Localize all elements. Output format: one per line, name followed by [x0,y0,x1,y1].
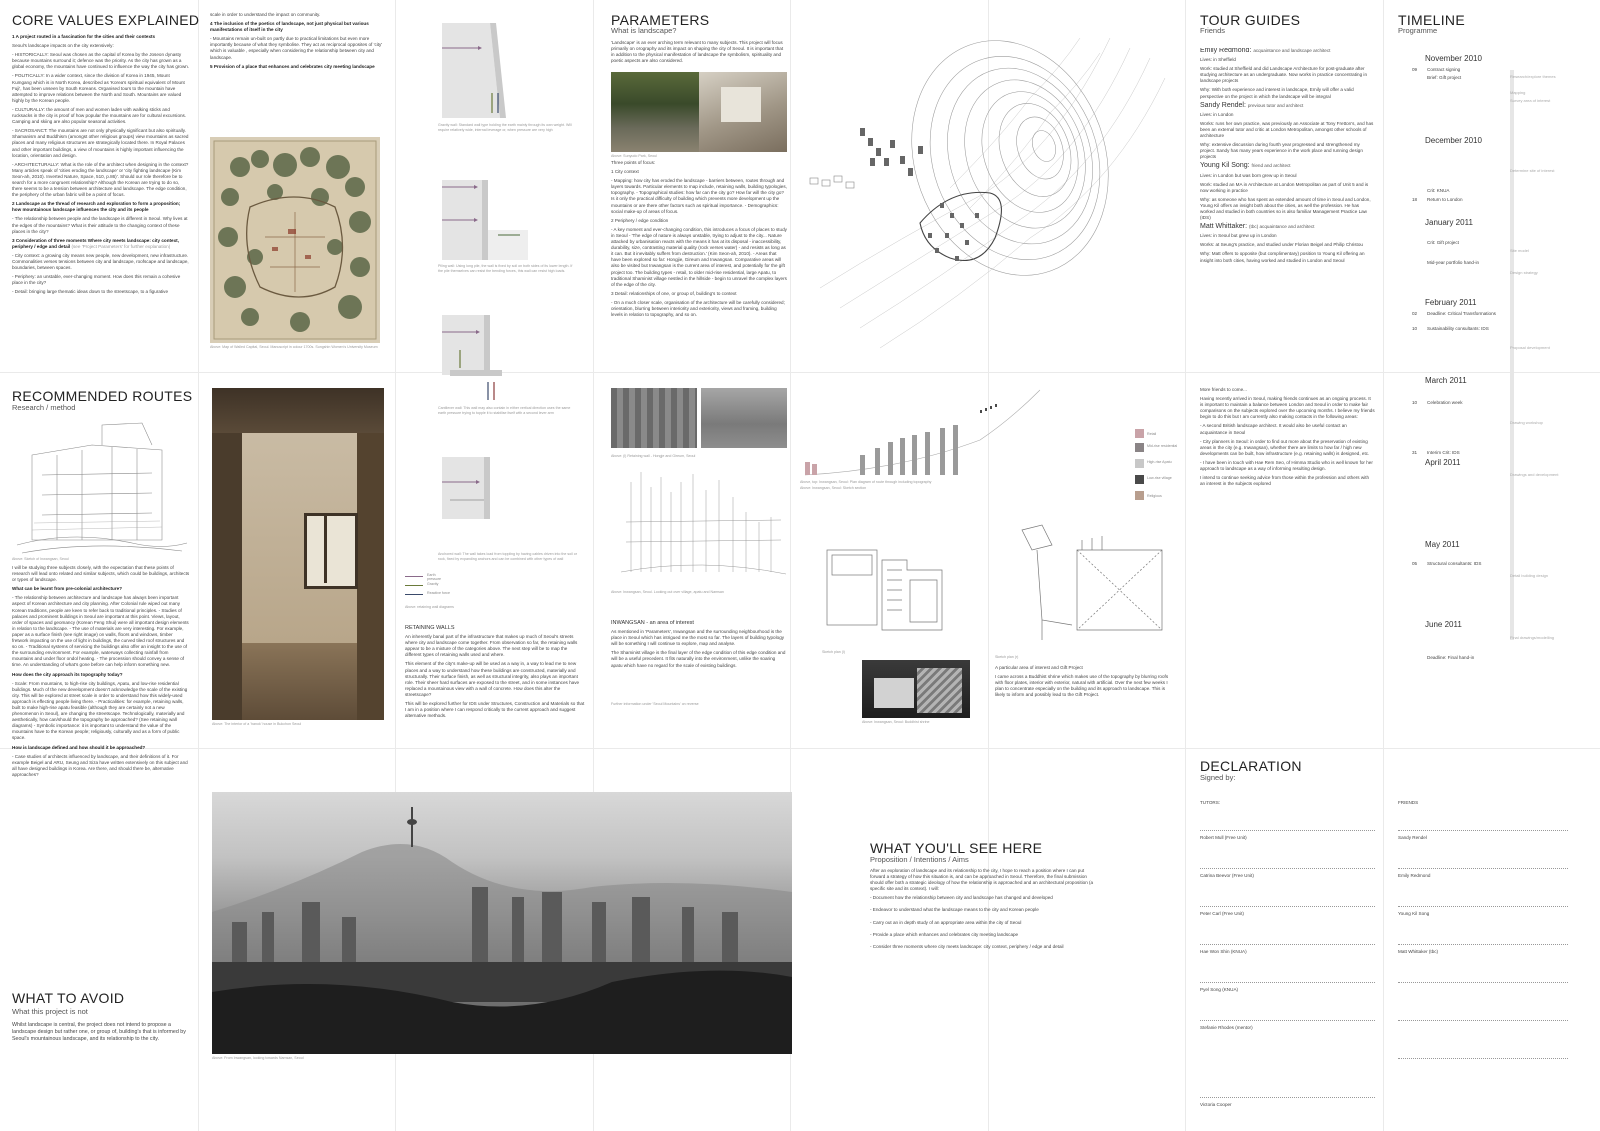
event-crit-gift: Crit: Gift project [1427,240,1459,245]
core-values-paragraph: - City context: a growing city means new people, new development, new infrastructure. Commonalities verses tensions between city and landscape, roofscape and landscape, boundaries, between spaces. [12,252,189,271]
signature-line[interactable] [1200,1097,1375,1098]
event-date: 09 [1412,67,1418,72]
inwangsan-paragraph: The Shaminist village is the final layer of the edge condition of this edge condition and will be a useful precedent. It fits naturally into the environment, unlike the soaring apatu which have no regard for the scale of existing buildings. [611,650,786,668]
routes-paragraph: - The relationship between architecture and landscape has always been important aspect of Korean architecture and city planning. After Colonial rule wiped out many Korean traditions, people are keen to refer back to traditional principles. - Studies of palaces and prominent buildings in Seoul are important at this point. Views, layout, order of spaces and geomancy (Korean Feng Shui) were all important design elements in relation to the landscape. - The use of materials are very interesting. For example, paper as a surface finish (see right image) on walls, floors and windows, timber fretwork impacting on the use of light in buildings, the curved tiled roof structures and so on. - Traditional systems of servicing the buildings also offer an insight to the use of the surrounding environment. For example, waterways collecting rainfall from mountains and under floor ondol heating. - The procession should convey a sense of time. An understanding of what's gone before can help inform something new. [12,595,189,668]
more-friends-paragraph: - A second British landscape architect. It would also be useful contact an acquaintance in Seoul [1200,423,1347,435]
signature-line[interactable] [1398,906,1568,907]
focus-1-heading: 1 City context [611,169,639,175]
event-brief-gift: Brief: Gift project [1427,75,1462,80]
fold-line [1383,0,1384,1131]
core-values-paragraph: - POLITICALLY: In a wider context, since the division of Korea in 1945, Mount Kumgang which is in North Korea, described as 'Korea's spiritual equivalent of Mount Fuji', has been unseen by South Koreans. Organised tours to the mountain have attempted to improve relations between the North and South. Mountains are valued highly by the Korean people. [12,73,185,103]
hanok-interior-caption: Above: The interior of a 'hanok' house in Bukchon Seoul [212,722,302,726]
event-critical-transformations: Deadline: Critical Transformations [1427,311,1496,316]
tutor-name: Pyel Song (KNUA) [1200,987,1239,992]
routes-sketch-drawing [12,415,190,555]
guide-4-why: Why: Matt offers to opposite (but complimentary) position to Young Kil offering an insight into both cities, having worked and studied in London and Seoul [1200,251,1365,263]
cantilever-wall-caption: Cantilever wall: This wall may also contain in either vertical direction uses the same earth pressure trying to topple it to stabilise itself with a second lever arm [438,406,571,415]
guide-1-name: Emily Redmond: [1200,48,1252,54]
signature-line[interactable] [1200,830,1375,831]
see-here-title: WHAT YOU'LL SEE HERE [870,840,1043,856]
month-mar-2011: March 2011 [1425,376,1467,385]
guide-4-lives: Lives: in Seoul but grew up in London [1200,233,1277,239]
event-sustainability: Sustainability consultants: IDS [1427,326,1489,331]
core-values-paragraph: Seoul's landscape impacts on the city extensively: [12,43,114,49]
retaining-walls-text [405,625,585,740]
legend-swatch [1135,429,1144,438]
focus-2-text: - A key moment and ever-changing condition, this introduces a focus of places to study in Seoul - 'The edge of nature is always unstable, trying to adjust to the city... Nature attacked by urbanisation reacts with the means it has at its disposal - inaccessibility, durability, size, contrasting material quality (rock verses water) - and resists as long as it can. But it inevitably suffers from destruction.' (Kim Seon-ah, 2010). - Areas that have been explored so far: Hongjie, Gireum and Inwangsan. Comparative areas will also be visited but Inwangsan is the current area of interest, and potentially for the gift project too. The building types - retail, to older mid-rise residential, large Apatu, to traditional Shaminist village nestled in the hillside - begin to unravel the complex layers of the edge of the city. [611,226,787,287]
note-detail-design: Detail building design [1510,573,1549,578]
seoul-panorama-photo [212,792,792,1054]
month-apr-2011: April 2011 [1425,458,1461,467]
more-friends-paragraph: I intend to continue seeking advice from those within the profession and others with an interest in the subjects explored [1200,475,1370,487]
guide-1-work: Work: studied at Sheffield and did Landscape Architecture for post-graduate after studying architecture as an undergraduate. Now works in practice concentrating in landscape projects [1200,66,1367,84]
core-values-paragraph: scale in order to understand the impact on community. [210,12,321,17]
retaining-paragraph: This will be explored further for IDS under Structures, Construction and Materials so that I am in a position where I can respond critically to the current approach and suggest alternative methods. [405,701,585,719]
tutors-heading: TUTORS: [1200,800,1221,805]
more-friends-text [1200,387,1375,527]
tutor-name: Robert Mull (Free Unit) [1200,835,1247,840]
friend-name: Matt Whittaker (tbc) [1398,949,1439,954]
see-here-item: - Document how the relationship between city and landscape has changed and developed [870,895,1053,901]
see-here-subtitle: Proposition / Intentions / Aims [870,855,969,864]
legend-label: Mid-rise residential [1147,444,1178,448]
note-design-strategy: Design strategy [1510,270,1538,275]
event-date: 05 [1412,561,1418,566]
signature-line[interactable] [1398,830,1568,831]
guide-2-role: previous tutor and architect [1247,102,1304,108]
routes-title: RECOMMENDED ROUTES [12,388,193,404]
event-structural: Structural consultants: IDS [1427,561,1482,566]
core-values-heading-1: 1 A project routed in a fascination for the cities and their contexts [12,34,156,39]
note-final-drawings: Final drawings/modelling [1510,635,1555,640]
routes-heading-3: How is landscape defined and how should it be approached? [12,744,146,750]
note-proposal: Proposal development [1510,345,1550,350]
signature-line[interactable] [1398,1020,1568,1021]
parameters-title: PARAMETERS [611,12,710,28]
legend-gravity: Gravity [427,582,439,586]
core-values-paragraph: - ARCHITECTURALLY: What is the role of the architect when designing in the context? Many articles speak of 'cities eroding the landscape' or 'city fighting landscape (Kim Seon-ah, 2010). Inverted Nature, Space, 510, p.86)'. Should our role therefore be to search for a more congruent relationship? Although the Korean are trying to do so, there seems to be a tension between architecture and landscape. The edge condition, the periphery of the urban fabric will be a point of focus. [12,161,189,198]
note-drawings-dev: Drawings and development [1510,472,1559,477]
event-crit-knua: Crit: KNUA [1427,188,1450,193]
legend-reactive-force: Reactive force [427,591,450,595]
see-here-text [870,868,1100,968]
core-values-paragraph: - The relationship between people and the landscape is different in Seoul. Why lives at the edges of the mountains? What is their attitude to the changing context of these places in the city? [12,216,188,234]
guide-3-lives: Lives: in London but was born grew up in Seoul [1200,172,1297,178]
piling-wall-diagram [430,175,540,265]
shrine-plan-left [822,530,962,640]
signature-line[interactable] [1200,868,1375,869]
hanok-interior-photo [212,388,384,720]
signature-line[interactable] [1200,944,1375,945]
legend-swatch [1135,459,1144,468]
month-feb-2011: February 2011 [1425,298,1477,307]
note-drawing-workshop: Drawing workshop [1510,420,1543,425]
gift-project-text [995,665,1173,715]
guide-2-work: Works: runs her own practice, was previously an Associate at Tony Fretton's, and has been an external tutor and critic at London Metropolitan, amongst other schools of architecture [1200,120,1374,139]
month-nov-2010: November 2010 [1425,54,1482,63]
core-values-text [12,34,190,364]
core-values-text-col2 [210,12,388,122]
friend-name: Young Kil Song [1398,911,1430,916]
event-contract-signing: Contract signing [1427,67,1461,72]
anchored-wall-caption: Anchored wall: The wall takes load from toppling by having cables driven into the soil or rock, fixed by expanding anchors and can be combined with other types of wall [438,552,577,561]
more-friends-paragraph: - City planners in Seoul: in order to find out more about the preservation of existing areas in the city (e.g. Inwangsan), whether there are limits to how far / high new developments can be built, how infrastructure (e.g. retaining walls) is designed, etc. [1200,438,1370,456]
signature-line[interactable] [1398,982,1568,983]
parameters-photo-caption: Above: Sunyudo Park, Seoul [611,154,657,158]
avoid-title: WHAT TO AVOID [12,990,125,1006]
routes-sketch-caption: Above: Sketch of Inwangsan, Seoul [12,557,69,561]
topography-map-drawing [800,8,1180,368]
friends-heading: FRIENDS [1398,800,1419,805]
gift-project-paragraph: I came across a Buddhist shrine which makes use of the topography by blurring roofs with floor plates, interior with exterior, natural with artificial. Over the next few weeks I plan to concentrate especially on the building and its approach to landscape. This is likely to inform and possibly lead to the Gift Project. [995,674,1169,698]
buddhist-shrine-photo [862,660,970,718]
event-date: 31 [1412,450,1418,455]
note-survey: Survey area of interest [1510,98,1551,103]
friend-name: Sandy Rendel [1398,835,1427,840]
shrine-plan-right [1012,520,1177,645]
more-friends-paragraph: Having recently arrived in Seoul, making friends continues as an ongoing process. It is important to maintain a balance between London and Seoul in order to make fair comparisons on the subjects explored over the upcoming months. I believe my friends begin to do this but I am currently also making contacts in the following areas: [1200,396,1375,420]
tour-guides-list [1200,48,1375,368]
guide-1-role: acquaintance and landscape architect [1253,48,1331,53]
event-portfolio: Mid-year portfolio hand-in [1427,260,1480,265]
fold-line [1185,0,1186,1131]
signature-line[interactable] [1398,944,1568,945]
fold-line [198,0,199,1131]
retaining-paragraph: An inherently banal part of the infrastructure that makes up much of Seoul's streets where city and landscape come together. From observation so far, the retaining walls appear to be a mixture of the categories above. The next step will be to map the different types of retaining walls used and where. [405,634,578,658]
guide-3-name: Young Kil Song: [1200,162,1250,170]
guide-1-why: Why: With both experience and interest in landscape, Emily will offer a valid perspective on the project in which the landscape will be integral [1200,87,1354,99]
tutor-name: Victoria Cooper [1200,1102,1232,1107]
see-here-item: - Carry out an in depth study of an appropriate area within the city of Seoul [870,919,1022,925]
legend-label: High-rise Apatu [1147,460,1172,464]
timeline-subtitle: Programme [1398,26,1438,35]
guide-2-name: Sandy Rendel: [1200,101,1246,109]
focus-heading: Three points of focus: [611,160,656,165]
seoul-old-map-image [210,137,380,343]
guide-3-role: friend and architect [1251,163,1291,169]
core-values-paragraph: - Detail: bringing large thematic ideas down to the streetscape, to a figurative [12,289,169,295]
routes-heading-2: How does the city approach its topography today? [12,671,123,677]
guide-2-why: Why: extensive discussion during fourth year progressed and strengthened my project. Sandy has many years experience in the work place and running design projects [1200,142,1363,160]
focus-3-heading: 3 Detail: relationships of one, or group of, building's to context [611,290,737,296]
month-jun-2011: June 2011 [1425,620,1462,629]
legend-swatch [1135,491,1144,500]
focus-1-text: - Mapping: how city has eroded the landscape - barriers between, routes through and layers towards. Particular elements to map include, retaining walls, building typologies, topography. - Topographical studies: how far can the city go? How far will the city go? Is it only the practical difficulty of building which prevents more development up the mountains or are there other factors such as spiritual importance. - Demographics: social make-up of areas of focus. [611,178,787,214]
note-determine: Determine site of interest [1510,168,1555,173]
avoid-text: Whilst landscape is central, the project does not intend to propose a landscape design but rather one, or group of, building's that is informed by Seoul's mountainous landscape, and its relationship to the city. [12,1022,186,1042]
event-date: 10 [1412,400,1418,405]
core-values-paragraph: - SACROSANCT: The mountains are not only physically significant but also spiritually. Shamanism and Buddhism (amongst other religious groups) view mountains as sacred places and many religious structures are strategically located there. In Royal Palaces and other important buildings, a view of mountains is highly important influencing the location, orientation and design. [12,128,189,158]
piling-wall-caption: Piling wall: Using long pile, the wall is fixed by soil on both sides of its lower length. If the pile themselves can resist the bending forces, this wall can resist high loads. [438,264,573,273]
tour-guides-title: TOUR GUIDES [1200,12,1301,28]
core-values-paragraph: - Periphery: an unstable, ever-changing moment. How does this remain a cohesive place in the city? [12,274,181,286]
see-here-paragraph: After an exploration of landscape and its relationship to the city, I hope to reach a position where I can put forward a strategy of how this situation is, and can be approached in Seoul. Therefore, the final submission should offer both a strategic ideology of how the relationship is approached and an architectural proposition (a specific site and its context). I will: [870,868,1094,892]
guide-4-role: (tbc) acquaintance and architect [1249,224,1315,230]
inwangsan-title: INWANGSAN - an area of interest [611,620,694,626]
note-mapping: Mapping [1510,90,1526,95]
event-date: 10 [1412,326,1418,331]
more-friends-heading: More friends to come... [1200,387,1247,392]
retaining-photo-caption: Above: (l) Retaining wall - Hongje and Gireum, Seoul [611,454,696,458]
parameters-photo [611,72,787,152]
routes-heading-1: What can be learnt from pre-colonial architecture? [12,586,123,592]
note-research: Research/explore themes [1510,74,1556,79]
map-caption: Above: Map of Walled Capital, Seoul. Manuscript in colour 1700s. Sungshin Women's University Museum [210,345,378,349]
month-may-2011: May 2011 [1425,540,1460,549]
anchored-wall-diagram [430,452,540,552]
retaining-paragraph: This element of the city's make-up will be used as a way in, a way to lead me to new places and a way to understand how these buildings are constructed, materially and structurally. Their surface finish, as well as structural integrity, also plays an important role. Their sheer hard surfaces are exposed to the street, and in some instances have replaced a mountainous view with a wall of concrete. How does this alter the streetscape? [405,661,580,697]
shrine-plan-caption-2: Sketch plan (r) [995,655,1019,659]
see-here-item: - Consider three moments where city meets landscape: city context, periphery / edge and detail [870,943,1064,949]
see-here-item: - Provide a place which enhances and celebrates city meeting landscape [870,931,1019,937]
routes-paragraph: I will be studying three subjects closely, with the expectation that these points of research will lead onto related and similar subjects, which could be buildings, architects or types of landscape. [12,565,190,583]
retaining-walls-title: RETAINING WALLS [405,625,455,631]
fold-line [0,372,1600,373]
inwangsan-sketch-caption: Above: Inwangsan, Seoul. Looking out over village, apatu and Namsan [611,590,724,594]
section-caption-2: Above: Inwangsan, Seoul: Sketch section [800,486,867,490]
legend-swatch [1135,443,1144,452]
core-values-title: CORE VALUES EXPLAINED [12,12,200,28]
gift-project-heading: A particular area of interest and Gift Project [995,665,1083,670]
panorama-caption: Above: From Inwangsan, looking towards Namsan, Seoul [212,1056,304,1060]
month-dec-2010: December 2010 [1425,136,1482,145]
section-caption-1: Above, top: Inwangsan, Seoul: Plan diagram of route through including topography [800,480,932,484]
event-interim-crit: Interim Crit: IDS [1427,450,1460,455]
routes-subtitle: Research / method [12,403,76,412]
core-values-paragraph: - CULTURALLY: the amount of men and women laden with walking sticks and rucksacks in the city is proof of how popular the mountains are for cultural excursions. Camping and skiing are also popular seasonal activities. [12,106,187,125]
legend-earth-pressure: Earth pressure [427,573,441,581]
guide-1-lives: Lives: in Sheffield [1200,57,1236,63]
tutor-name: Stefanie Rhodes (mentor) [1200,1025,1253,1030]
guide-3-work: Work: studied an MA in Architecture at London Metropolitan as part of Unit 5 and is now working in practice [1200,181,1369,193]
note-site-model: Site model [1510,248,1529,253]
parameters-focus-text [611,160,787,365]
core-values-heading-2: 2 Landscape as the thread of research and exploration to form a proposition; how mountainous landscape influences the city and its people [12,201,181,213]
inwangsan-paragraph: As mentioned in 'Parameters', Inwangsan and the surrounding neighbourhood is the place in Seoul which has intrigued me the most so far. The layers of building typology will be something I will continue to explore, map and analyse. [611,629,785,647]
tutor-name: Catrina Beevor (Free Unit) [1200,873,1254,878]
timeline-bar [1510,70,1514,640]
month-jan-2011: January 2011 [1425,218,1473,227]
core-values-paragraph: - HISTORICALLY: Seoul was chosen as the capital of Korea by the Joseon dynasty because mountains surround it; defence was the priority. As the city has grown as a global economy, the mountains have continued to influence the way the city has grown. [12,52,190,70]
core-values-paragraph: - Mountains remain un-built on partly due to practical limitations but even more importantly because of what they symbolise. They act as reciprocal opposites of 'city' which is valuable , especially when considering the relationship between city and landscape. [210,36,383,60]
inwangsan-sketch-drawing [611,462,789,584]
gravity-wall-caption: Gravity wall: Standard wall type holding the earth mainly through its own weight. Will require relatively wide, internal leverage or, when pressure are very high [438,123,572,132]
signature-line[interactable] [1200,982,1375,983]
routes-paragraph: - Case studies of architects influenced by landscape, and their definitions of it. For example Beigel and ARU, Seung and Siza have written extensively on this subject and all have designed buildings in Korea. Are there, and should there be, alternative approaches? [12,753,188,777]
routes-paragraph: - Scale: From mountains, to high-rise city buildings, Apatu, and low-rise residential buildings. Much of the new development doesn't acknowledge the scale of the existing city. This will be explored at street scale in order to understand how this widely-used approach is effecting people living there. - Practicalities: for example, retaining walls, built to make high-rise apatu feasible (although they are certainly not a new phenomenon in Seoul), are changing the streetscape. Technologically, materially and aesthetically, how can/should the topography be approached? (See retaining wall diagrams) - Symbolic importance: it is important to understand the value of the mountains have to the Korean people; religiously, culturally and as a form of public space. [12,680,188,741]
core-values-note: (see 'Project Parameters' for further explanation) [71,243,171,249]
signature-line[interactable] [1200,1020,1375,1021]
legend-label: Low-rise village [1147,476,1172,480]
avoid-subtitle: What this project is not [12,1007,88,1016]
tutor-name: Hae Won Shin (KNUA) [1200,949,1247,954]
wall-legend-caption: Above: retaining wall diagrams [405,605,454,609]
event-return-london: Return to London [1427,197,1463,202]
event-date: 02 [1412,311,1418,316]
legend-swatch [1135,475,1144,484]
signature-line[interactable] [1200,906,1375,907]
see-here-item: - Endeavor to understand what the landscape means to the city and Korean people [870,907,1039,913]
guide-4-work: Works: at Seung's practice, and studied under Florian Beigel and Philip Christou [1200,242,1363,248]
event-final-hand-in: Deadline: Final hand-in [1427,655,1475,660]
core-values-heading-5: 5 Provision of a place that enhances and celebrates city meeting landscape [210,63,375,69]
focus-2-heading: 2 Periphery / edge condition [611,217,669,223]
guide-4-name: Matt Whittaker: [1200,223,1248,231]
timeline-title: TIMELINE [1398,12,1465,28]
gravity-wall-diagram [430,18,540,123]
shrine-plan-caption-1: Sketch plan (l) [822,650,845,654]
core-values-heading-3: 3 Consideration of three moments Where city meets landscape: city context, periphery / edge and detail [12,237,179,249]
inwangsan-note: Further information under 'Seoul Mountains' on reverse [611,702,699,706]
more-friends-paragraph: - I have been in touch with Hae Rem Seo, of Himma Studio who is well known for her approach to landscape as a way of informing resulting design. [1200,459,1373,472]
legend-label: Retail [1147,432,1157,436]
retaining-wall-photos [611,388,787,448]
guide-3-why: Why: as someone who has spent an extended amount of time in Seoul and London, Young Kil offers an insight both about the cities, as well the profession. He has worked and studied in both countries so is also familiar Management Practice Law (IDS) [1200,196,1371,221]
guide-2-lives: Lives: in London [1200,111,1234,117]
legend-label: Religious [1147,494,1162,498]
cantilever-wall-diagram [430,310,540,405]
shrine-photo-caption: Above: Inwangsan, Seoul: Buddhist shrine [862,720,930,724]
parameters-subtitle: What is landscape? [611,26,677,35]
tutor-name: Peter Carl (Free Unit) [1200,911,1244,916]
tour-guides-subtitle: Friends [1200,26,1226,35]
routes-text [12,565,190,860]
core-values-heading-4: 4 The inclusion of the poetics of landscape, not just physical but various manifestations of itself in the city [210,21,369,33]
friend-name: Emily Redmond [1398,873,1431,878]
focus-3-text: - On a much closer scale, organisation of the architecture will be carefully considered; orientation, blurring between interiority and exteriority, views and framing, building levels in relation to topography, and so on. [611,299,785,318]
inwangsan-text [611,620,787,710]
declaration-title: DECLARATION [1200,758,1302,774]
event-date: 18 [1412,197,1418,202]
event-celebration-week: Celebration week [1427,400,1463,405]
signature-line[interactable] [1398,1058,1568,1059]
parameters-intro: 'Landscape' is an ever arching term relevant to many subjects. This project will focus primarily on orography and its impact on shaping the city of Seoul. It is important that in addition to the physical manifestation of landscape the symbolism, spirituality and poetic aspects are also considered. [611,40,784,64]
fold-line [0,748,1600,749]
section-bar-diagram [800,380,1130,480]
signature-line[interactable] [1398,868,1568,869]
declaration-subtitle: Signed by: [1200,773,1236,782]
